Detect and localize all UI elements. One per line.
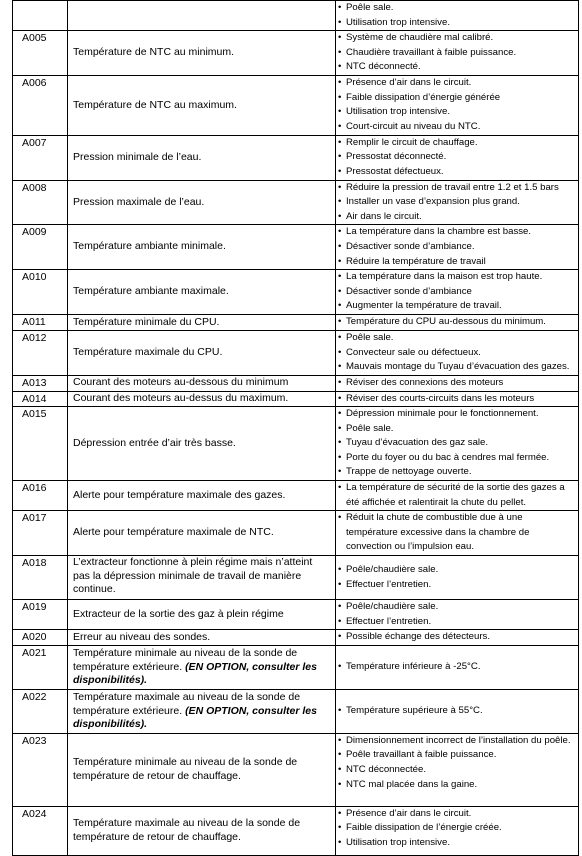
cause-item: • Réviser des connexions des moteurs xyxy=(338,376,575,391)
causes-list xyxy=(338,31,575,75)
table-row xyxy=(13,600,579,630)
cause-item: • Réduire la température de travail xyxy=(338,255,575,270)
alarm-description-text: L’extracteur fonctionne à plein régime mais n’atteint pas la dépression minimale de travail de manière continue. xyxy=(73,556,313,596)
cause-item: • Poêle sale. xyxy=(338,422,575,437)
alarm-description-text: Température minimale du CPU. xyxy=(73,315,220,328)
cause-item: • Présence d’air dans le circuit. xyxy=(338,76,575,91)
alarm-code: A011 xyxy=(13,314,68,330)
alarm-code: A010 xyxy=(13,270,68,315)
causes-list xyxy=(338,76,575,134)
causes-list xyxy=(338,807,575,851)
cause-item: • Trappe de nettoyage ouverte. xyxy=(338,465,575,480)
alarm-code: A006 xyxy=(13,76,68,135)
alarm-description xyxy=(68,270,336,315)
cause-item: • Poêle sale. xyxy=(338,331,575,346)
alarm-description xyxy=(68,645,336,689)
alarm-table xyxy=(12,0,579,856)
causes-list xyxy=(338,315,575,330)
alarm-description-text: Courant des moteurs au-dessus du maximum. xyxy=(73,392,289,405)
optional-note: (EN OPTION, consulter les disponibilités). xyxy=(73,660,317,687)
table-row xyxy=(13,733,579,806)
cause-item: • NTC mal placée dans la gaine. xyxy=(338,778,575,793)
alarm-causes xyxy=(336,270,579,315)
alarm-causes xyxy=(336,481,579,511)
alarm-description-text: Pression minimale de l’eau. xyxy=(73,150,202,163)
cause-item: • Convecteur sale ou défectueux. xyxy=(338,346,575,361)
alarm-causes xyxy=(336,1,579,31)
cause-item: • Température supérieure à 55°C. xyxy=(338,704,575,719)
alarm-description xyxy=(68,733,336,806)
alarm-causes xyxy=(336,180,579,225)
cause-item: • Mauvais montage du Tuyau d’évacuation des gazes. xyxy=(338,360,575,375)
alarm-causes xyxy=(336,733,579,806)
cause-item: • La température dans la maison est trop haute. xyxy=(338,270,575,285)
alarm-causes xyxy=(336,76,579,135)
table-row xyxy=(13,1,579,31)
table-row xyxy=(13,76,579,135)
table-row xyxy=(13,645,579,689)
alarm-description-text: Température de NTC au minimum. xyxy=(73,46,235,59)
alarm-description-text: Dépression entrée d’air très basse. xyxy=(73,436,236,449)
alarm-description xyxy=(68,391,336,407)
cause-item: • Réduire la pression de travail entre 1.2 et 1.5 bars xyxy=(338,181,575,196)
alarm-description xyxy=(68,330,336,375)
cause-item: • Système de chaudière mal calibré. xyxy=(338,31,575,46)
alarm-description xyxy=(68,31,336,76)
alarm-code: A008 xyxy=(13,180,68,225)
alarm-code: A015 xyxy=(13,407,68,481)
cause-item: • Faible dissipation d’énergie générée xyxy=(338,91,575,106)
cause-item: • Pressostat déconnecté. xyxy=(338,150,575,165)
cause-item: • Poêle/chaudière sale. xyxy=(338,600,575,615)
alarm-causes xyxy=(336,31,579,76)
alarm-causes xyxy=(336,407,579,481)
alarm-description-text: Température maximale du CPU. xyxy=(73,346,223,359)
causes-list xyxy=(338,704,575,719)
cause-item: • Installer un vase d’expansion plus grand. xyxy=(338,195,575,210)
table-row xyxy=(13,556,579,600)
causes-list xyxy=(338,392,575,407)
alarm-description-text: Température minimale au niveau de la sonde de température extérieure. xyxy=(73,647,298,673)
cause-item: • Utilisation trop intensive. xyxy=(338,105,575,120)
alarm-code: A009 xyxy=(13,225,68,270)
alarm-description xyxy=(68,481,336,511)
alarm-code: A019 xyxy=(13,600,68,630)
alarm-description-text: Erreur au niveau des sondes. xyxy=(73,630,211,643)
table-row xyxy=(13,689,579,733)
alarm-code: A021 xyxy=(13,645,68,689)
cause-item: • Poêle sale. xyxy=(338,1,575,16)
table-row xyxy=(13,407,579,481)
alarm-description xyxy=(68,630,336,646)
cause-item: • Effectuer l’entretien. xyxy=(338,578,575,593)
alarm-description xyxy=(68,180,336,225)
causes-list xyxy=(338,600,575,629)
causes-list xyxy=(338,136,575,180)
alarm-causes xyxy=(336,375,579,391)
cause-item: • Chaudière travaillant à faible puissance. xyxy=(338,46,575,61)
alarm-causes xyxy=(336,391,579,407)
alarm-code: A005 xyxy=(13,31,68,76)
alarm-description-text: Alerte pour température maximale des gazes. xyxy=(73,488,286,501)
alarm-description xyxy=(68,556,336,600)
alarm-causes xyxy=(336,330,579,375)
causes-list xyxy=(338,1,575,30)
alarm-code: A013 xyxy=(13,375,68,391)
causes-list xyxy=(338,563,575,592)
cause-item: • Désactiver sonde d’ambiance xyxy=(338,285,575,300)
cause-item: • Réviser des courts-circuits dans les moteurs xyxy=(338,392,575,407)
alarm-description xyxy=(68,76,336,135)
causes-list xyxy=(338,225,575,269)
cause-item: • Dépression minimale pour le fonctionnement. xyxy=(338,407,575,422)
table-row xyxy=(13,511,579,556)
alarm-code: A020 xyxy=(13,630,68,646)
causes-list xyxy=(338,660,575,675)
cause-item: • Réduit la chute de combustible due à une température excessive dans la chambre de convection ou l’impulsion eau. xyxy=(338,511,575,555)
causes-list xyxy=(338,511,575,555)
alarm-code: A018 xyxy=(13,556,68,600)
cause-item: • NTC déconnectée. xyxy=(338,763,575,778)
alarm-code: A007 xyxy=(13,135,68,180)
alarm-description xyxy=(68,375,336,391)
alarm-description-text: Alerte pour température maximale de NTC. xyxy=(73,526,274,539)
cause-item: • Température inférieure à -25°C. xyxy=(338,660,575,675)
cause-item: • Tuyau d’évacuation des gaz sale. xyxy=(338,436,575,451)
table-row xyxy=(13,270,579,315)
optional-note: (EN OPTION, consulter les disponibilités). xyxy=(73,704,317,731)
causes-list xyxy=(338,181,575,225)
table-row xyxy=(13,481,579,511)
causes-list xyxy=(338,407,575,480)
cause-item: • Faible dissipation de l’énergie créée. xyxy=(338,821,575,836)
table-row xyxy=(13,135,579,180)
alarm-code: A022 xyxy=(13,689,68,733)
cause-item: • Pressostat défectueux. xyxy=(338,165,575,180)
causes-list xyxy=(338,630,575,645)
alarm-causes xyxy=(336,630,579,646)
alarm-code: A017 xyxy=(13,511,68,556)
alarm-description xyxy=(68,806,336,855)
cause-item: • NTC déconnecté. xyxy=(338,60,575,75)
alarm-description xyxy=(68,135,336,180)
table-row xyxy=(13,225,579,270)
table-row xyxy=(13,375,579,391)
table-row xyxy=(13,806,579,855)
alarm-causes xyxy=(336,600,579,630)
alarm-code: A016 xyxy=(13,481,68,511)
causes-list xyxy=(338,481,575,510)
alarm-description xyxy=(68,407,336,481)
table-row xyxy=(13,630,579,646)
causes-list xyxy=(338,376,575,391)
cause-item: • Température du CPU au-dessous du minimum. xyxy=(338,315,575,330)
alarm-code: A024 xyxy=(13,806,68,855)
alarm-code xyxy=(13,1,68,31)
alarm-description xyxy=(68,600,336,630)
cause-item: • Désactiver sonde d’ambiance. xyxy=(338,240,575,255)
cause-item: • Utilisation trop intensive. xyxy=(338,16,575,31)
cause-item: • Utilisation trop intensive. xyxy=(338,836,575,851)
alarm-code: A023 xyxy=(13,733,68,806)
cause-item: • Augmenter la température de travail. xyxy=(338,299,575,314)
causes-list xyxy=(338,734,575,792)
cause-item: • Court-circuit au niveau du NTC. xyxy=(338,120,575,135)
alarm-causes xyxy=(336,225,579,270)
alarm-description-text: Température de NTC au maximum. xyxy=(73,98,237,111)
cause-item: • Remplir le circuit de chauffage. xyxy=(338,136,575,151)
cause-item: • Présence d’air dans le circuit. xyxy=(338,807,575,822)
table-row xyxy=(13,314,579,330)
table-row xyxy=(13,330,579,375)
cause-item: • Air dans le circuit. xyxy=(338,210,575,225)
cause-item: • Poêle/chaudière sale. xyxy=(338,563,575,578)
alarm-causes xyxy=(336,314,579,330)
alarm-description-text: Température maximale au niveau de la sonde de température extérieure. xyxy=(73,691,301,717)
cause-item: • Effectuer l’entretien. xyxy=(338,615,575,630)
cause-item: • Dimensionnement incorrect de l’installation du poêle. xyxy=(338,734,575,749)
cause-item: • Porte du foyer ou du bac à cendres mal fermée. xyxy=(338,451,575,466)
alarm-description-text: Température ambiante maximale. xyxy=(73,285,229,298)
alarm-description-text: Température maximale au niveau de la sonde de température de retour de chauffage. xyxy=(73,817,301,843)
table-row xyxy=(13,180,579,225)
alarm-description-text: Température minimale au niveau de la sonde de température de retour de chauffage. xyxy=(73,756,298,782)
alarm-causes xyxy=(336,556,579,600)
alarm-causes xyxy=(336,511,579,556)
alarm-code: A014 xyxy=(13,391,68,407)
alarm-description xyxy=(68,689,336,733)
cause-item: • La température dans la chambre est basse. xyxy=(338,225,575,240)
alarm-description xyxy=(68,225,336,270)
alarm-description-text: Extracteur de la sortie des gaz à plein régime xyxy=(73,607,284,620)
alarm-description-text: Courant des moteurs au-dessous du minimum xyxy=(73,376,289,389)
alarm-causes xyxy=(336,806,579,855)
alarm-description xyxy=(68,1,336,31)
cause-item: • La température de sécurité de la sortie des gazes a été affichée et ralentirait la chute du pellet. xyxy=(338,481,575,510)
alarm-causes xyxy=(336,689,579,733)
cause-item: • Possible échange des détecteurs. xyxy=(338,630,575,645)
table-row xyxy=(13,391,579,407)
causes-list xyxy=(338,270,575,314)
alarm-causes xyxy=(336,645,579,689)
alarm-description xyxy=(68,511,336,556)
table-row xyxy=(13,31,579,76)
alarm-description-text: Pression maximale de l’eau. xyxy=(73,195,205,208)
causes-list xyxy=(338,331,575,375)
alarm-description-text: Température ambiante minimale. xyxy=(73,240,226,253)
cause-item: • Poêle travaillant à faible puissance. xyxy=(338,748,575,763)
alarm-causes xyxy=(336,135,579,180)
alarm-description xyxy=(68,314,336,330)
alarm-code: A012 xyxy=(13,330,68,375)
